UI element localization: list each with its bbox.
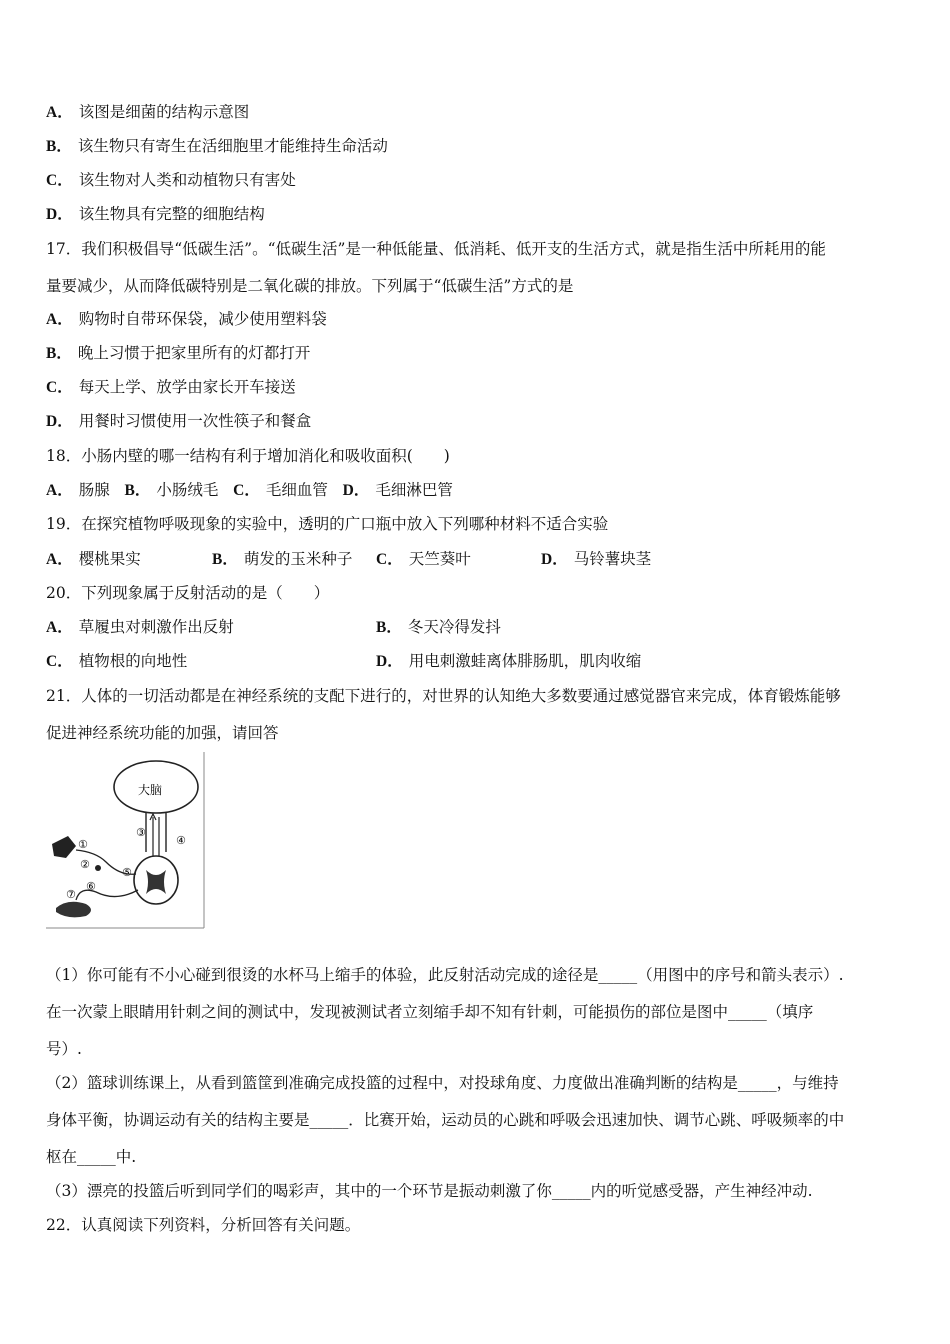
q20-option-b: B． 冬天冷得发抖 — [376, 618, 501, 636]
brain-label: 大脑 — [137, 783, 163, 797]
q21-stem-line1: 21．人体的一切活动都是在神经系统的支配下进行的，对世界的认知绝大多数要通过感觉器官来完成，体育锻炼能够 — [46, 687, 841, 705]
q21-part1-line3: 号）. — [46, 1040, 82, 1058]
q21-part3-line1: （3）漂亮的投篮后听到同学们的喝彩声，其中的一个环节是振动刺激了你_____内的听觉感受器，产生神经冲动. — [46, 1182, 813, 1200]
q22-stem: 22．认真阅读下列资料，分析回答有关问题。 — [46, 1216, 361, 1234]
q17-stem-line2: 量要减少，从而降低碳特别是二氧化碳的排放。下列属于“低碳生活”方式的是 — [46, 277, 574, 295]
reflex-arc-diagram — [46, 752, 206, 930]
q19-option-c: C． 天竺葵叶 — [376, 550, 471, 568]
label-6: ⑥ — [86, 880, 96, 893]
label-4: ④ — [176, 834, 186, 847]
q16-option-d: D． 该生物具有完整的细胞结构 — [46, 205, 265, 223]
q18-stem: 18．小肠内壁的哪一结构有利于增加消化和吸收面积( ) — [46, 447, 450, 465]
label-7: ⑦ — [66, 888, 76, 901]
label-5: ⑤ — [122, 866, 132, 879]
q19-option-a: A． 樱桃果实 — [46, 550, 141, 568]
q17-stem-line1: 17．我们积极倡导“低碳生活”。“低碳生活”是一种低能量、低消耗、低开支的生活方式，就是指生活中所耗用的能 — [46, 240, 826, 258]
q21-part1-line2: 在一次蒙上眼睛用针刺之间的测试中，发现被测试者立刻缩手却不知有针刺，可能损伤的部位是图中_____（填序 — [46, 1003, 814, 1021]
q20-option-d: D． 用电刺激蛙离体腓肠肌，肌肉收缩 — [376, 652, 642, 670]
q19-option-b: B． 萌发的玉米种子 — [212, 550, 353, 568]
q20-stem: 20．下列现象属于反射活动的是（ ） — [46, 584, 330, 602]
q17-option-c: C． 每天上学、放学由家长开车接送 — [46, 378, 296, 396]
label-1: ① — [78, 838, 88, 851]
q16-option-a: A． 该图是细菌的结构示意图 — [46, 103, 250, 121]
q16-option-b: B． 该生物只有寄生在活细胞里才能维持生命活动 — [46, 137, 388, 155]
q21-part2-line3: 枢在_____中. — [46, 1148, 137, 1166]
q16-option-c: C． 该生物对人类和动植物只有害处 — [46, 171, 296, 189]
q17-option-b: B． 晚上习惯于把家里所有的灯都打开 — [46, 344, 311, 362]
ganglion — [95, 865, 101, 871]
label-3: ③ — [136, 826, 146, 839]
q21-stem-line2: 促进神经系统功能的加强，请回答 — [46, 724, 279, 742]
q18-options: A． 肠腺 B． 小肠绒毛 C． 毛细血管 D． 毛细淋巴管 — [46, 481, 453, 499]
q17-option-a: A． 购物时自带环保袋，减少使用塑料袋 — [46, 310, 327, 328]
q21-part1-line1: （1）你可能有不小心碰到很烫的水杯马上缩手的体验，此反射活动完成的途径是_____（用图中的序号和箭头表示）. — [46, 966, 844, 984]
q17-option-d: D． 用餐时习惯使用一次性筷子和餐盒 — [46, 412, 312, 430]
q19-stem: 19．在探究植物呼吸现象的实验中，透明的广口瓶中放入下列哪种材料不适合实验 — [46, 515, 609, 533]
q21-part2-line1: （2）篮球训练课上，从看到篮筐到准确完成投篮的过程中，对投球角度、力度做出准确判断的结构是_____，与维持 — [46, 1074, 839, 1092]
q20-option-c: C． 植物根的向地性 — [46, 652, 188, 670]
q19-option-d: D． 马铃薯块茎 — [541, 550, 652, 568]
label-2: ② — [80, 858, 90, 871]
q20-option-a: A． 草履虫对刺激作出反射 — [46, 618, 234, 636]
q21-part2-line2: 身体平衡，协调运动有关的结构主要是_____．比赛开始，运动员的心跳和呼吸会迅速加快、调节心跳、呼吸频率的中 — [46, 1111, 845, 1129]
